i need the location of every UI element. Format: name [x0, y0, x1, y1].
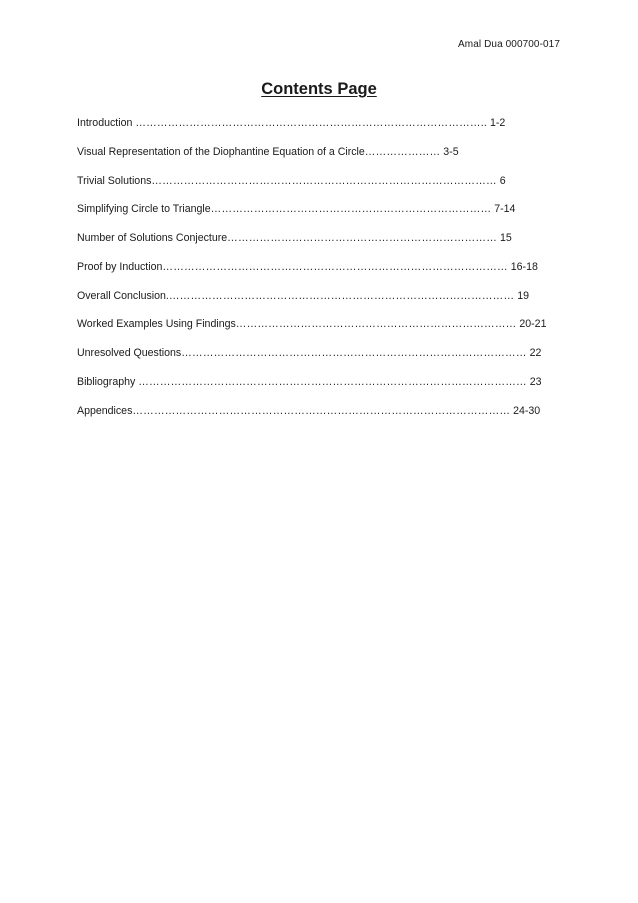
toc-entry-worked-examples: [77, 317, 547, 331]
toc-leader-dots: ……………………………………………………………………: [235, 318, 517, 330]
toc-leader-dots: ……………………………………………………………………………………………: [132, 405, 511, 417]
toc-entry-number-of-solutions: [77, 231, 512, 245]
toc-leader-dots: ……………………………………………………………………………………: [151, 175, 497, 187]
toc-entry-page: 20-21: [516, 318, 547, 330]
toc-entry-label: Visual Representation of the Diophantine Equation of a Circle: [77, 146, 365, 158]
toc-entry-label: Worked Examples Using Findings: [77, 318, 236, 330]
page-title: Contents Page: [261, 80, 377, 98]
toc-entry-label: Bibliography: [77, 376, 139, 388]
author-id-header: Amal Dua 000700-017: [458, 39, 560, 50]
toc-leader-dots: ……………………………………………………………………………………: [181, 347, 527, 359]
toc-leader-dots: ………………………………………………………………………………………………: [138, 376, 527, 388]
toc-entry-label: Unresolved Questions: [77, 347, 182, 359]
toc-entry-unresolved-questions: [77, 346, 542, 360]
toc-entry-page: 19: [514, 290, 529, 302]
toc-entry-page: 6: [496, 175, 506, 187]
toc-entry-simplifying-circle: [77, 202, 516, 216]
toc-leader-dots: ……………………………………………………………………………………: [168, 290, 515, 302]
toc-entry-page: 24-30: [510, 405, 541, 417]
toc-entry-label: Appendices: [77, 405, 133, 417]
toc-entry-trivial-solutions: [77, 174, 506, 188]
toc-entry-introduction: [77, 116, 506, 130]
toc-leader-dots: …………………: [364, 146, 441, 158]
toc-entry-label: Simplifying Circle to Triangle: [77, 203, 211, 215]
toc-entry-label: Overall Conclusion.: [77, 290, 169, 302]
toc-entry-page: 16-18: [507, 261, 538, 273]
toc-entry-label: Introduction: [77, 117, 136, 129]
toc-leader-dots: …………………………………………………………………: [227, 232, 497, 244]
toc-entry-proof-by-induction: [77, 260, 538, 274]
toc-entry-appendices: [77, 404, 541, 418]
toc-leader-dots: ……………………………………………………………………: [210, 203, 492, 215]
toc-entry-bibliography: [77, 375, 542, 389]
toc-entry-label: Number of Solutions Conjecture: [77, 232, 228, 244]
toc-entry-visual-representation: [77, 145, 497, 159]
toc-entry-page: 23: [526, 376, 542, 388]
toc-entry-page: 22: [526, 347, 542, 359]
toc-entry-page: 15: [497, 232, 512, 244]
toc-entry-label: Trivial Solutions: [77, 175, 152, 187]
toc-entry-page: 3-5: [440, 146, 459, 158]
toc-entry-page: 7-14: [491, 203, 516, 215]
toc-entry-page: 1-2: [487, 117, 506, 129]
toc-entry-overall-conclusion: [77, 289, 529, 303]
toc-entry-label: Proof by Induction: [77, 261, 163, 273]
toc-leader-dots: ……………………………………………………………………………………: [162, 261, 508, 273]
toc-leader-dots: ……………………………………………………………………………………..: [135, 117, 487, 129]
